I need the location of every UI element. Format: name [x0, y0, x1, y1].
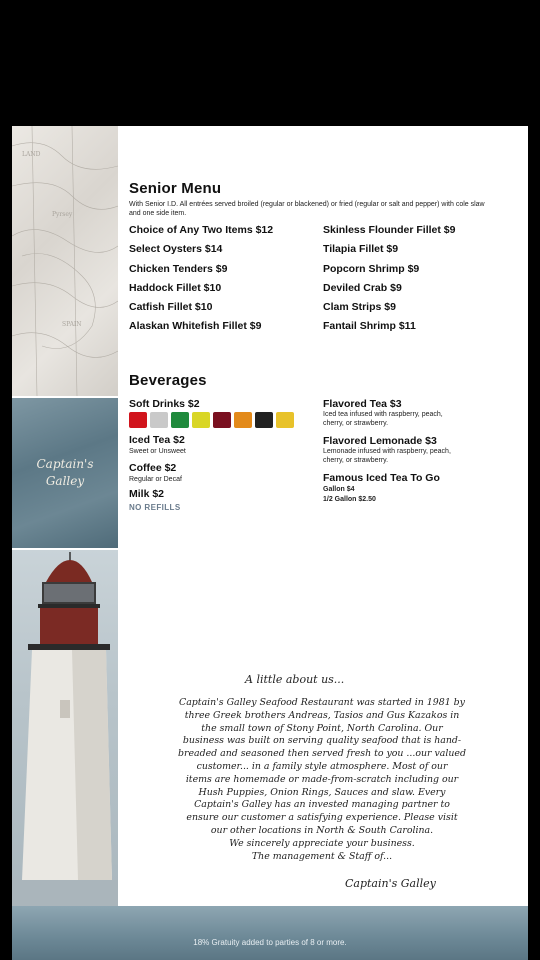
coffee-sub: Regular or Decaf [129, 476, 182, 483]
about-title: A little about us... [245, 673, 345, 686]
flavored-lemonade: Flavored Lemonade $3 [323, 435, 437, 447]
about-line: business was built on serving quality seafood that is hand- [182, 735, 462, 747]
senior-item: Tilapia Fillet $9 [323, 243, 399, 255]
logo-panel [12, 398, 118, 548]
logo-line2: Galley [45, 474, 85, 488]
about-line: Hush Puppies, Onion Rings, Sauces and slaw. Every [198, 786, 446, 798]
about-text [162, 697, 482, 863]
senior-item: Deviled Crab $9 [323, 282, 402, 294]
soda-can-icon [276, 412, 294, 428]
soda-can-icon [150, 412, 168, 428]
famous-tea-half-gallon: 1/2 Gallon $2.50 [323, 496, 376, 503]
beverages-title: Beverages [129, 372, 207, 389]
soda-can-icon [213, 412, 231, 428]
lighthouse-image [12, 550, 118, 918]
senior-item: Popcorn Shrimp $9 [323, 263, 420, 275]
flavored-tea-sub: cherry, or strawberry. [323, 420, 389, 427]
famous-iced-tea: Famous Iced Tea To Go [323, 472, 440, 484]
senior-item: Select Oysters $14 [129, 243, 223, 255]
soda-can-icon [255, 412, 273, 428]
senior-item: Choice of Any Two Items $12 [129, 224, 274, 236]
about-line: customer... in a family style atmosphere. Most of our [196, 760, 448, 772]
milk: Milk $2 [129, 488, 165, 500]
no-refills: NO REFILLS [129, 503, 181, 512]
coffee: Coffee $2 [129, 462, 177, 474]
senior-item: Fantail Shrimp $11 [323, 320, 416, 332]
senior-item: Alaskan Whitefish Fillet $9 [129, 320, 262, 332]
about-line: three Greek brothers Andreas, Tasios and Gus Kazakos in [184, 709, 460, 721]
flavored-lemonade-sub: Lemonade infused with raspberry, peach, [323, 448, 451, 455]
senior-item: Skinless Flounder Fillet $9 [323, 224, 456, 236]
senior-item: Haddock Fillet $10 [129, 282, 222, 294]
about-line: items are homemade or made-from-scratch including our [185, 773, 459, 785]
logo-line1: Captain's [36, 457, 94, 471]
soda-logos [129, 412, 294, 428]
about-line: We sincerely appreciate your business. [229, 837, 415, 849]
signature: Captain's Galley [345, 877, 436, 890]
flavored-lemonade-sub: cherry, or strawberry. [323, 457, 389, 464]
about-line: Captain's Galley has an invested managing partner to [194, 799, 450, 811]
famous-tea-gallon: Gallon $4 [323, 486, 355, 493]
senior-item: Chicken Tenders $9 [129, 263, 228, 275]
iced-tea: Iced Tea $2 [129, 434, 185, 446]
captains-galley-logo [12, 456, 118, 490]
gratuity-note: 18% Gratuity added to parties of 8 or more. [193, 938, 347, 947]
about-line: the small town of Stony Point, North Carolina. Our [201, 722, 443, 734]
soda-can-icon [171, 412, 189, 428]
soda-can-icon [129, 412, 147, 428]
menu-page [12, 126, 528, 960]
about-line: Captain's Galley Seafood Restaurant was started in 1981 by [179, 697, 465, 708]
soft-drinks: Soft Drinks $2 [129, 398, 200, 410]
about-line: breaded and seasoned then served fresh to you ...our valued [177, 748, 466, 760]
soda-can-icon [192, 412, 210, 428]
senior-menu-title: Senior Menu [129, 180, 222, 197]
flavored-tea: Flavored Tea $3 [323, 398, 402, 410]
senior-note: With Senior I.D. All entrées served broiled (regular or blackened) or fried (regular or salt and pepper) with cole slaw and one side item. [129, 201, 485, 217]
svg-text:LAND: LAND [22, 151, 41, 158]
soda-can-icon [234, 412, 252, 428]
bottom-strip [12, 906, 528, 960]
senior-item: Catfish Fillet $10 [129, 301, 213, 313]
flavored-tea-sub: Iced tea infused with raspberry, peach, [323, 411, 443, 418]
senior-item: Clam Strips $9 [323, 301, 396, 313]
vintage-map-image [12, 126, 118, 396]
about-line: ensure our customer a satisfying experience. Please visit [186, 812, 458, 824]
about-line: The management & Staff of... [251, 850, 393, 862]
iced-tea-sub: Sweet or Unsweet [129, 448, 186, 455]
about-line: our other locations in North & South Carolina. [210, 824, 434, 836]
svg-text:Pyrsey: Pyrsey [52, 211, 73, 218]
svg-text:SPAIN: SPAIN [62, 321, 82, 328]
